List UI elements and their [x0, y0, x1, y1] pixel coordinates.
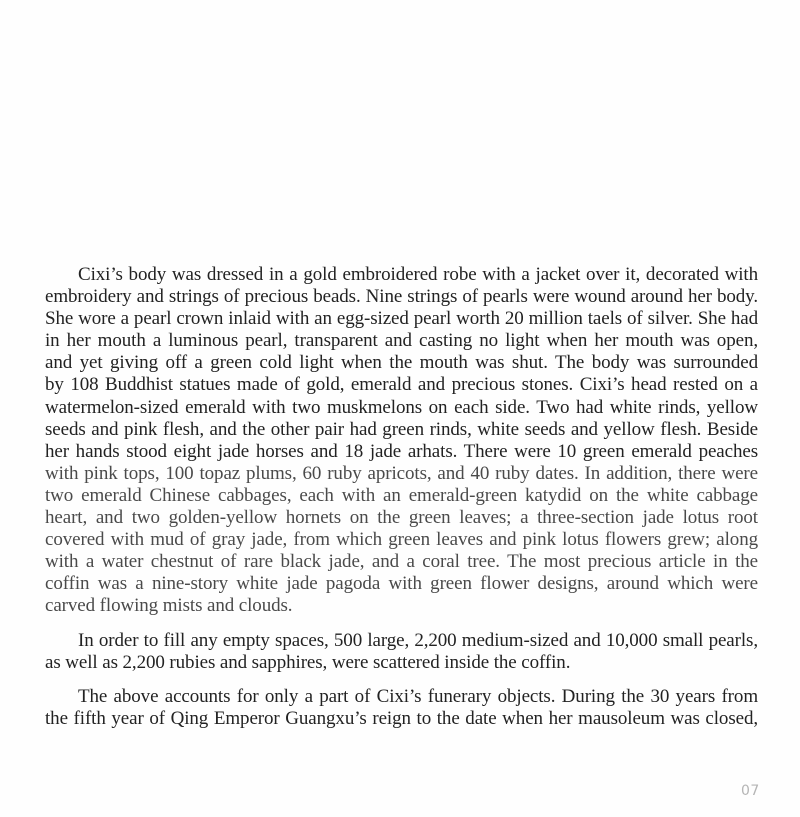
- text-line: as well as 2,200 rubies and sapphires, were scattered inside the coffin.: [45, 651, 571, 673]
- page-number: 07: [741, 783, 760, 799]
- text-line: and yet giving off a green cold light when the mouth was shut. The body was surrounded: [45, 352, 758, 374]
- text-line: seeds and pink flesh, and the other pair had green rinds, white seeds and yellow flesh. Beside: [45, 418, 758, 440]
- text-line: in her mouth a luminous pearl, transparent and casting no light when her mouth was open,: [45, 330, 758, 352]
- body-text: [45, 264, 758, 742]
- paragraph-accounts: [45, 686, 758, 730]
- text-line: carved flowing mists and clouds.: [45, 595, 293, 617]
- text-line: embroidery and strings of precious beads. Nine strings of pearls were wound around her body.: [45, 286, 758, 308]
- paragraph-funerary-objects: [45, 264, 758, 618]
- text-line: by 108 Buddhist statues made of gold, emerald and precious stones. Cixi’s head rested on a: [45, 374, 758, 396]
- text-line: the fifth year of Qing Emperor Guangxu’s reign to the date when her mausoleum was closed,: [45, 707, 758, 729]
- text-line: watermelon-sized emerald with two muskmelons on each side. Two had white rinds, yellow: [45, 396, 758, 418]
- text-line: her hands stood eight jade horses and 18 jade arhats. There were 10 green emerald peaches: [45, 440, 758, 462]
- text-line: with pink tops, 100 topaz plums, 60 ruby apricots, and 40 ruby dates. In addition, there were: [45, 462, 758, 484]
- text-line: She wore a pearl crown inlaid with an egg-sized pearl worth 20 million taels of silver. She had: [45, 308, 758, 330]
- text-line: covered with mud of gray jade, from which green leaves and pink lotus flowers grew; along: [45, 529, 758, 551]
- paragraph-pearls: [45, 630, 758, 674]
- text-line: In order to fill any empty spaces, 500 large, 2,200 medium-sized and 10,000 small pearls,: [78, 629, 758, 651]
- text-line: The above accounts for only a part of Cixi’s funerary objects. During the 30 years from: [78, 685, 758, 707]
- text-line: coffin was a nine-story white jade pagoda with green flower designs, around which were: [45, 573, 758, 595]
- text-line: heart, and two golden-yellow hornets on the green leaves; a three-section jade lotus root: [45, 507, 758, 529]
- text-line: with a water chestnut of rare black jade, and a coral tree. The most precious article in the: [45, 551, 758, 573]
- text-line: Cixi’s body was dressed in a gold embroidered robe with a jacket over it, decorated with: [78, 264, 758, 285]
- text-line: two emerald Chinese cabbages, each with an emerald-green katydid on the white cabbage: [45, 484, 758, 506]
